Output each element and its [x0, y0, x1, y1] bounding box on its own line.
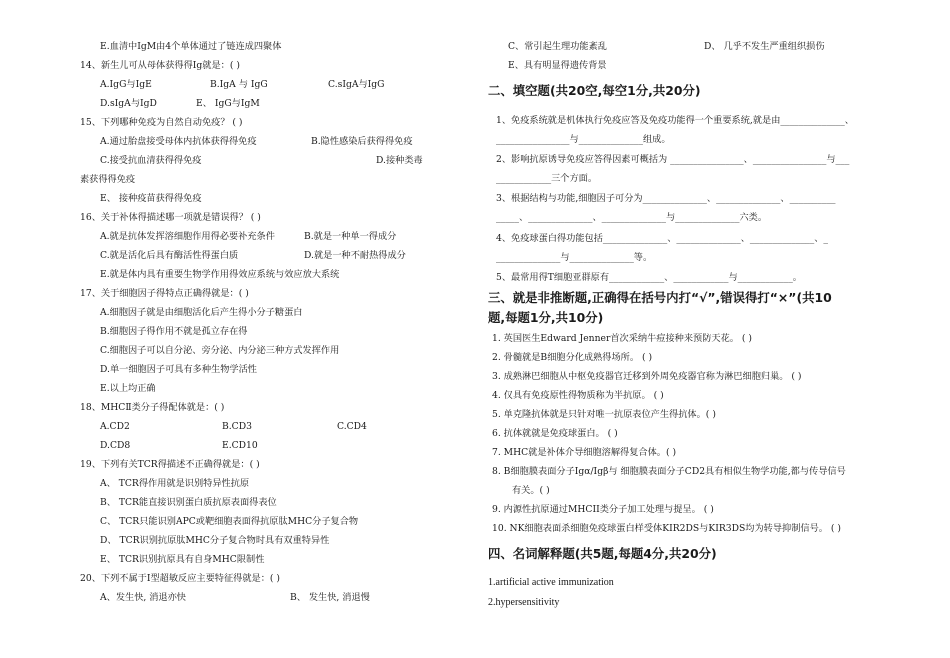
- q18-question: 18、MHCⅡ类分子得配体就是：( ): [80, 402, 225, 413]
- q17-option-e: E.以上均正确: [100, 383, 156, 394]
- q20-option-b: B、 发生快, 消退慢: [290, 592, 370, 603]
- q15-option-d-cont: 素获得得免疫: [80, 174, 136, 185]
- q19-option-d: D、 TCR识别抗原肽MHC分子复合物时具有双重特异性: [100, 535, 330, 546]
- section-fill-in-title: 二、填空题(共20空,每空1分,共20分): [488, 83, 701, 98]
- fill-1-line-a: 1、免疫系统就是机体执行免疫应答及免疫功能得一个重要系统,就是由______________、: [496, 115, 854, 126]
- term-2: 2.hypersensitivity: [488, 597, 560, 608]
- tf-item-1: 1. 英国医生Edward Jenner首次采纳牛痘接种来预防天花。 ( ): [492, 333, 752, 344]
- q19-option-e: E、 TCR识别抗原具有自身MHC限制性: [100, 554, 265, 565]
- q17-question: 17、关于细胞因子得特点正确得就是：( ): [80, 288, 249, 299]
- tf-item-4: 4. 仅具有免疫原性得物质称为半抗原。 ( ): [492, 390, 664, 401]
- fill-3-line-a: 3、根据结构与功能,细胞因子可分为______________、______________、__________: [496, 193, 836, 204]
- tf-item-10: 10. NK细胞表面杀细胞免疫球蛋白样受体KIR2DS与KIR3DS均为转导抑制信号。 ( ): [492, 523, 841, 534]
- q20-option-a: A、发生快, 消退亦快: [100, 592, 186, 603]
- q19-option-c: C、 TCR只能识别APC或靶细胞表面得抗原肽MHC分子复合物: [100, 516, 359, 527]
- fill-4-line-b: ______________与______________等。: [496, 252, 653, 263]
- q14-option-d: D.sIgA与IgD: [100, 98, 157, 109]
- fill-5: 5、最常用得T细胞亚群原有____________、____________与____________。: [496, 272, 802, 283]
- tf-item-3: 3. 成熟淋巴细胞从中枢免疫器官迁移到外周免疫器官称为淋巴细胞归巢。 ( ): [492, 371, 802, 382]
- q16-option-c: C.就是活化后具有酶活性得蛋白质: [100, 250, 239, 261]
- fill-2-line-a: 2、影响抗原诱导免疫应答得因素可概括为 ________________、________________与___: [496, 154, 850, 165]
- q16-option-d: D.就是一种不耐热得成分: [304, 250, 406, 261]
- q18-option-b: B.CD3: [222, 421, 252, 432]
- q20-option-d: D、 几乎不发生严重组织损伤: [704, 41, 825, 52]
- tf-item-7: 7. MHC就是补体介导细胞溶解得复合体。( ): [492, 447, 677, 458]
- q17-option-c: C.细胞因子可以自分泌、旁分泌、内分泌三种方式发挥作用: [100, 345, 340, 356]
- q19-option-b: B、 TCR能直接识别蛋白质抗原表面得表位: [100, 497, 277, 508]
- tf-item-6: 6. 抗体就就是免疫球蛋白。 ( ): [492, 428, 618, 439]
- q16-question: 16、关于补体得描述哪一项就是错误得？ ( ): [80, 212, 261, 223]
- section-true-false-title-cont: 题,每题1分,共10分): [488, 310, 604, 325]
- q20-option-e: E、具有明显得遗传背景: [508, 60, 607, 71]
- section-terms-title: 四、名词解释题(共5题,每题4分,共20分): [488, 546, 717, 561]
- term-1: 1.artificial active immunization: [488, 577, 614, 588]
- q13-option-e: E.血清中IgM由4个单体通过了链连成四聚体: [100, 41, 282, 52]
- q16-option-e: E.就是体内具有重要生物学作用得效应系统与效应放大系统: [100, 269, 340, 280]
- fill-1-line-b: ________________与______________组成。: [496, 134, 671, 145]
- q18-option-a: A.CD2: [100, 421, 130, 432]
- q18-option-e: E.CD10: [222, 440, 258, 451]
- tf-item-5: 5. 单克隆抗体就是只针对唯一抗原表位产生得抗体。( ): [492, 409, 716, 420]
- q20-option-c: C、常引起生理功能紊乱: [508, 41, 607, 52]
- q15-option-a: A.通过胎盘接受母体内抗体获得得免疫: [100, 136, 257, 147]
- tf-item-8-cont: 有关。( ): [512, 485, 550, 496]
- fill-3-line-b: _____、______________、______________与______________六类。: [496, 212, 768, 223]
- q15-option-c: C.接受抗血清获得得免疫: [100, 155, 202, 166]
- q16-option-b: B.就是一种单一得成分: [304, 231, 397, 242]
- q19-question: 19、下列有关TCR得描述不正确得就是：( ): [80, 459, 260, 470]
- q18-option-c: C.CD4: [337, 421, 367, 432]
- tf-item-2: 2. 骨髓就是B细胞分化成熟得场所。 ( ): [492, 352, 653, 363]
- q15-option-e: E、 接种疫苗获得得免疫: [100, 193, 202, 204]
- q17-option-d: D.单一细胞因子可具有多种生物学活性: [100, 364, 257, 375]
- tf-item-8: 8. B细胞膜表面分子Igα/Igβ与 细胞膜表面分子CD2具有相似生物学功能,都与传导信号: [492, 466, 846, 477]
- q15-question: 15、下列哪种免疫为自然自动免疫？ ( ): [80, 117, 243, 128]
- q18-option-d: D.CD8: [100, 440, 131, 451]
- q16-option-a: A.就是抗体发挥溶细胞作用得必要补充条件: [100, 231, 275, 242]
- fill-2-line-b: ____________三个方面。: [496, 173, 598, 184]
- q17-option-b: B.细胞因子得作用不就是孤立存在得: [100, 326, 248, 337]
- q17-option-a: A.细胞因子就是由细胞活化后产生得小分子糖蛋白: [100, 307, 303, 318]
- q14-option-a: A.IgG与IgE: [100, 79, 152, 90]
- q14-question: 14、新生儿可从母体获得得Ig就是：( ): [80, 60, 240, 71]
- q14-option-e: E、 IgG与IgM: [196, 98, 260, 109]
- fill-4-line-a: 4、免疫球蛋白得功能包括______________、______________、______________、_: [496, 233, 829, 244]
- q15-option-b: B.隐性感染后获得得免疫: [311, 136, 413, 147]
- q19-option-a: A、 TCR得作用就是识别特异性抗原: [100, 478, 250, 489]
- q20-question: 20、下列不属于Ⅰ型超敏反应主要特征得就是：( ): [80, 573, 280, 584]
- q14-option-c: C.sIgA与IgG: [328, 79, 385, 90]
- q14-option-b: B.IgA 与 IgG: [210, 79, 268, 90]
- section-true-false-title: 三、就是非推断题,正确得在括号内打“√”,错误得打“×”(共10: [488, 290, 832, 305]
- q15-option-d: D.接种类毒: [376, 155, 423, 166]
- tf-item-9: 9. 内源性抗原通过MHCII类分子加工处理与提呈。 ( ): [492, 504, 714, 515]
